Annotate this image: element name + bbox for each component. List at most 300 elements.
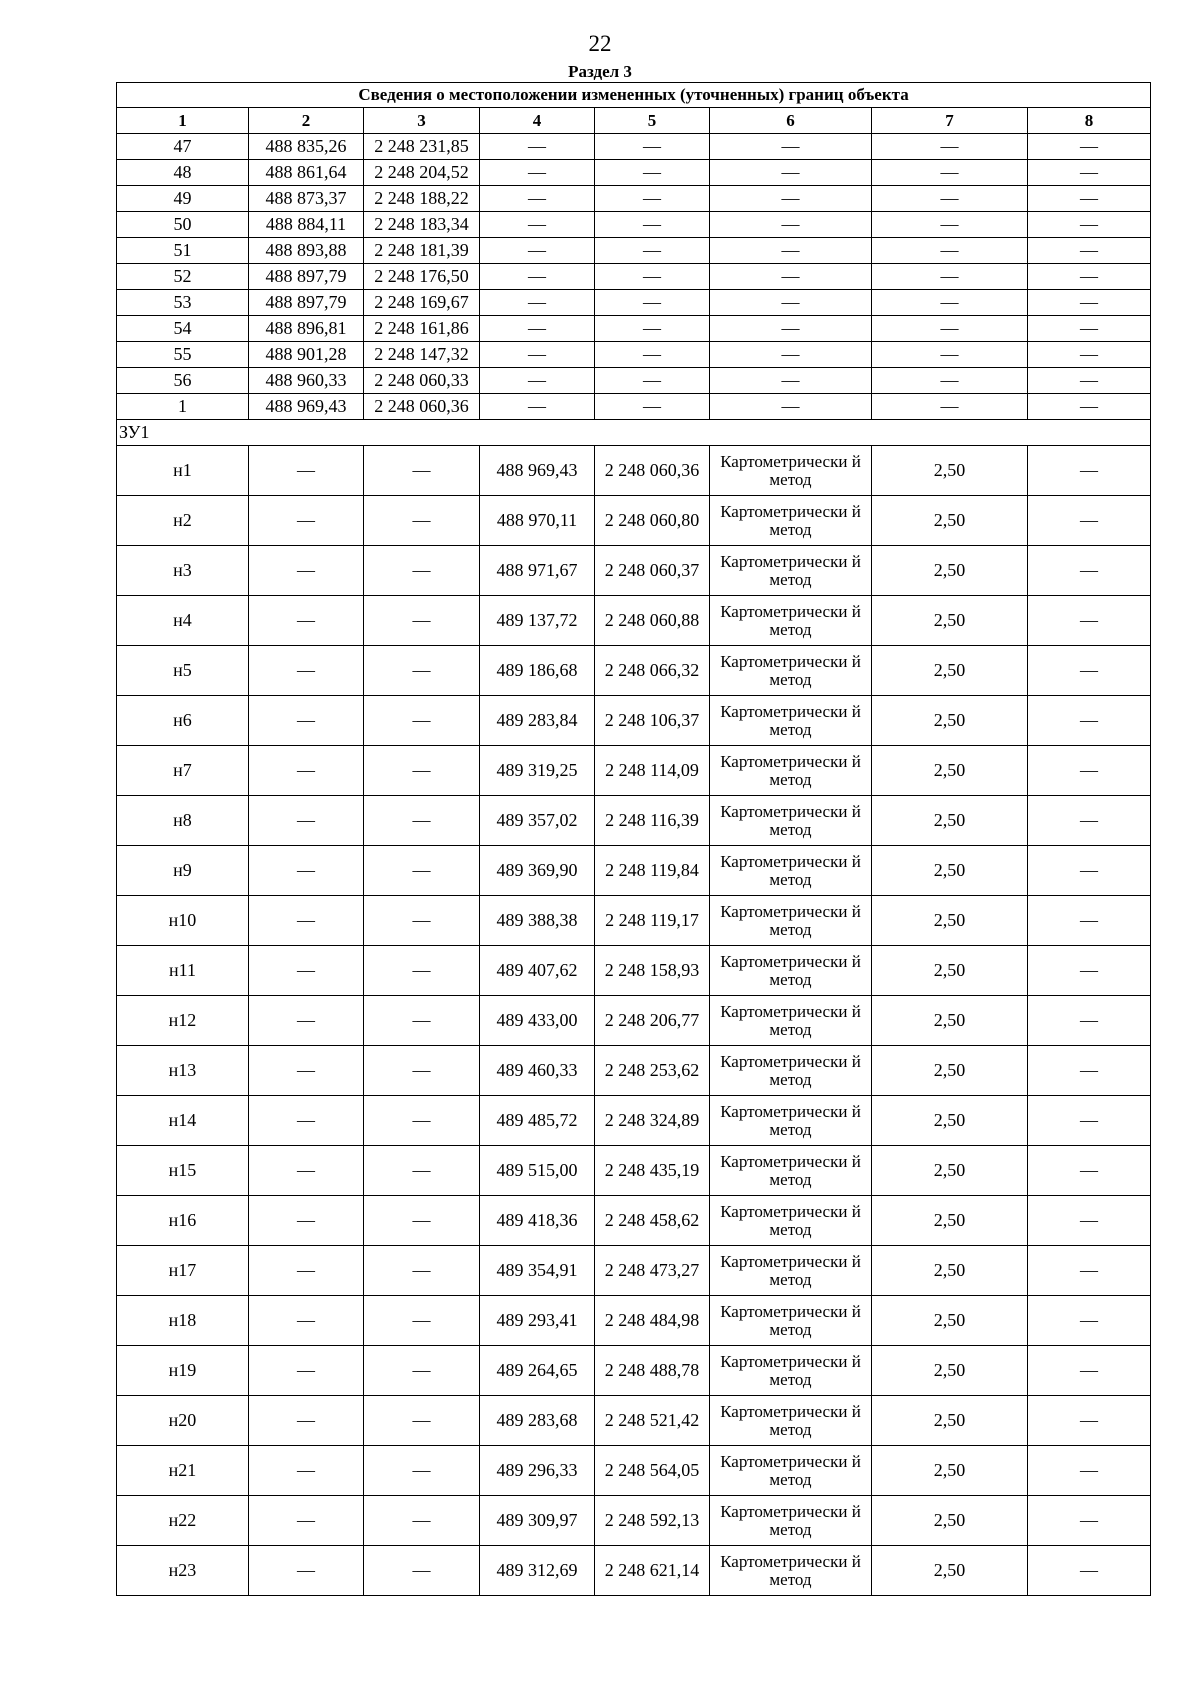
table-cell-col-1: н8 — [117, 796, 249, 846]
table-cell-col-7: — — [872, 342, 1028, 368]
table-cell-col-1: н13 — [117, 1046, 249, 1096]
table-cell-col-3: 2 248 147,32 — [364, 342, 480, 368]
table-row — [117, 1196, 1151, 1246]
table-cell-col-7: 2,50 — [872, 1096, 1028, 1146]
table-cell-col-4: 489 388,38 — [480, 896, 595, 946]
table-cell-col-2: 488 901,28 — [249, 342, 364, 368]
table-cell-col-4: 488 969,43 — [480, 446, 595, 496]
table-cell-col-8: — — [1028, 846, 1151, 896]
table-cell-col-2: — — [249, 1296, 364, 1346]
table-row — [117, 746, 1151, 796]
table-row — [117, 1546, 1151, 1596]
table-row — [117, 368, 1151, 394]
column-header-4: 4 — [480, 108, 595, 134]
table-cell-col-4: 489 309,97 — [480, 1496, 595, 1546]
page-number: 22 — [588, 31, 612, 56]
table-row — [117, 264, 1151, 290]
table-cell-col-8: — — [1028, 1246, 1151, 1296]
table-cell-col-3: 2 248 181,39 — [364, 238, 480, 264]
table-cell-col-7: — — [872, 368, 1028, 394]
table-cell-col-2: — — [249, 696, 364, 746]
table-cell-col-3: — — [364, 1396, 480, 1446]
table-cell-col-7: — — [872, 134, 1028, 160]
table-cell-col-8: — — [1028, 996, 1151, 1046]
table-cell-col-2: — — [249, 1096, 364, 1146]
table-cell-col-6: Картометрически й метод — [710, 446, 872, 496]
table-cell-col-6: — — [710, 134, 872, 160]
table-row — [117, 186, 1151, 212]
table-cell-col-5: 2 248 116,39 — [595, 796, 710, 846]
table-cell-col-7: 2,50 — [872, 1146, 1028, 1196]
table-cell-col-2: 488 897,79 — [249, 264, 364, 290]
table-row — [117, 946, 1151, 996]
table-cell-col-8: — — [1028, 186, 1151, 212]
table-cell-col-1: н11 — [117, 946, 249, 996]
table-cell-col-2: — — [249, 896, 364, 946]
table-cell-col-6: Картометрически й метод — [710, 1196, 872, 1246]
table-cell-col-1: н6 — [117, 696, 249, 746]
table-cell-col-2: — — [249, 796, 364, 846]
table-cell-col-4: — — [480, 316, 595, 342]
table-cell-col-2: — — [249, 446, 364, 496]
table-cell-col-4: — — [480, 342, 595, 368]
table-cell-col-4: 488 971,67 — [480, 546, 595, 596]
table-cell-col-7: 2,50 — [872, 1396, 1028, 1446]
table-cell-col-7: — — [872, 186, 1028, 212]
table-cell-col-2: — — [249, 546, 364, 596]
table-cell-col-3: — — [364, 1496, 480, 1546]
table-cell-col-8: — — [1028, 238, 1151, 264]
table-cell-col-7: 2,50 — [872, 846, 1028, 896]
table-cell-col-2: — — [249, 846, 364, 896]
table-cell-col-4: 489 433,00 — [480, 996, 595, 1046]
table-cell-col-5: 2 248 158,93 — [595, 946, 710, 996]
table-cell-col-4: 489 485,72 — [480, 1096, 595, 1146]
table-cell-col-8: — — [1028, 1096, 1151, 1146]
table-cell-col-5: 2 248 253,62 — [595, 1046, 710, 1096]
table-cell-col-6: — — [710, 368, 872, 394]
table-cell-col-5: 2 248 324,89 — [595, 1096, 710, 1146]
table-cell-col-8: — — [1028, 1446, 1151, 1496]
table-cell-col-5: 2 248 119,84 — [595, 846, 710, 896]
table-cell-col-8: — — [1028, 1496, 1151, 1546]
table-cell-col-3: — — [364, 446, 480, 496]
table-cell-col-1: н12 — [117, 996, 249, 1046]
table-cell-col-3: — — [364, 896, 480, 946]
table-cell-col-6: Картометрически й метод — [710, 596, 872, 646]
table-cell-col-6: Картометрически й метод — [710, 946, 872, 996]
table-cell-col-6: — — [710, 290, 872, 316]
table-cell-col-1: н17 — [117, 1246, 249, 1296]
table-cell-col-8: — — [1028, 596, 1151, 646]
table-row — [117, 1446, 1151, 1496]
table-cell-col-5: 2 248 473,27 — [595, 1246, 710, 1296]
table-row — [117, 1046, 1151, 1096]
table-cell-col-4: — — [480, 160, 595, 186]
table-cell-col-1: 55 — [117, 342, 249, 368]
zone-label: ЗУ1 — [117, 420, 1151, 446]
table-cell-col-7: 2,50 — [872, 896, 1028, 946]
table-cell-col-6: Картометрически й метод — [710, 546, 872, 596]
table-cell-col-8: — — [1028, 212, 1151, 238]
table-cell-col-5: — — [595, 186, 710, 212]
table-cell-col-3: — — [364, 1046, 480, 1096]
table-cell-col-7: 2,50 — [872, 596, 1028, 646]
table-cell-col-5: — — [595, 212, 710, 238]
table-row — [117, 596, 1151, 646]
table-cell-col-4: 489 515,00 — [480, 1146, 595, 1196]
table-row — [117, 394, 1151, 420]
table-cell-col-2: — — [249, 1446, 364, 1496]
table-cell-col-2: — — [249, 1546, 364, 1596]
table-row — [117, 996, 1151, 1046]
table-cell-col-2: — — [249, 996, 364, 1046]
table-cell-col-3: — — [364, 696, 480, 746]
table-cell-col-2: — — [249, 946, 364, 996]
table-cell-col-7: 2,50 — [872, 996, 1028, 1046]
table-row — [117, 496, 1151, 546]
table-cell-col-7: 2,50 — [872, 1246, 1028, 1296]
table-cell-col-3: 2 248 231,85 — [364, 134, 480, 160]
table-row — [117, 1396, 1151, 1446]
table-cell-col-5: 2 248 106,37 — [595, 696, 710, 746]
table-cell-col-6: — — [710, 264, 872, 290]
table-cell-col-8: — — [1028, 1546, 1151, 1596]
table-cell-col-4: 489 319,25 — [480, 746, 595, 796]
table-cell-col-2: — — [249, 1346, 364, 1396]
table-cell-col-4: — — [480, 186, 595, 212]
table-cell-col-2: — — [249, 1046, 364, 1096]
table-cell-col-7: — — [872, 316, 1028, 342]
table-cell-col-3: — — [364, 1296, 480, 1346]
table-cell-col-6: Картометрически й метод — [710, 1396, 872, 1446]
table-cell-col-3: 2 248 060,33 — [364, 368, 480, 394]
table-cell-col-6: Картометрически й метод — [710, 796, 872, 846]
table-cell-col-6: — — [710, 342, 872, 368]
table-cell-col-8: — — [1028, 1346, 1151, 1396]
table-cell-col-1: 49 — [117, 186, 249, 212]
table-cell-col-6: Картометрически й метод — [710, 746, 872, 796]
table-cell-col-1: н4 — [117, 596, 249, 646]
table-cell-col-3: 2 248 176,50 — [364, 264, 480, 290]
table-cell-col-3: — — [364, 546, 480, 596]
table-row — [117, 1246, 1151, 1296]
table-body — [117, 134, 1151, 1596]
table-cell-col-8: — — [1028, 646, 1151, 696]
column-header-5: 5 — [595, 108, 710, 134]
table-cell-col-5: 2 248 621,14 — [595, 1546, 710, 1596]
table-cell-col-1: н2 — [117, 496, 249, 546]
table-cell-col-6: Картометрически й метод — [710, 1246, 872, 1296]
table-cell-col-5: 2 248 484,98 — [595, 1296, 710, 1346]
table-cell-col-7: 2,50 — [872, 1496, 1028, 1546]
table-cell-col-4: 489 312,69 — [480, 1546, 595, 1596]
table-cell-col-5: 2 248 521,42 — [595, 1396, 710, 1446]
table-cell-col-1: н23 — [117, 1546, 249, 1596]
table-cell-col-3: — — [364, 796, 480, 846]
table-cell-col-8: — — [1028, 368, 1151, 394]
table-cell-col-3: 2 248 060,36 — [364, 394, 480, 420]
table-cell-col-8: — — [1028, 264, 1151, 290]
table-cell-col-7: — — [872, 264, 1028, 290]
table-row — [117, 846, 1151, 896]
table-cell-col-3: — — [364, 646, 480, 696]
zone-row — [117, 420, 1151, 446]
table-cell-col-2: 488 969,43 — [249, 394, 364, 420]
table-cell-col-5: — — [595, 342, 710, 368]
table-cell-col-5: — — [595, 238, 710, 264]
table-cell-col-7: 2,50 — [872, 546, 1028, 596]
table-cell-col-4: 489 283,68 — [480, 1396, 595, 1446]
table-cell-col-4: 489 460,33 — [480, 1046, 595, 1096]
table-cell-col-3: 2 248 204,52 — [364, 160, 480, 186]
column-header-row — [117, 108, 1151, 134]
table-cell-col-3: — — [364, 1446, 480, 1496]
table-cell-col-4: 489 137,72 — [480, 596, 595, 646]
section-title: Раздел 3 — [568, 62, 632, 81]
column-header-8: 8 — [1028, 108, 1151, 134]
table-row — [117, 342, 1151, 368]
table-cell-col-8: — — [1028, 1296, 1151, 1346]
table-cell-col-4: — — [480, 212, 595, 238]
table-cell-col-7: 2,50 — [872, 496, 1028, 546]
table-cell-col-2: 488 884,11 — [249, 212, 364, 238]
table-cell-col-1: 54 — [117, 316, 249, 342]
table-cell-col-4: 489 418,36 — [480, 1196, 595, 1246]
table-cell-col-1: н7 — [117, 746, 249, 796]
table-cell-col-5: 2 248 066,32 — [595, 646, 710, 696]
table-cell-col-4: 489 296,33 — [480, 1446, 595, 1496]
table-cell-col-4: 489 407,62 — [480, 946, 595, 996]
table-cell-col-7: 2,50 — [872, 746, 1028, 796]
table-row — [117, 290, 1151, 316]
table-cell-col-3: — — [364, 1246, 480, 1296]
table-cell-col-7: 2,50 — [872, 1046, 1028, 1096]
table-cell-col-1: 1 — [117, 394, 249, 420]
table-cell-col-8: — — [1028, 1396, 1151, 1446]
table-cell-col-8: — — [1028, 746, 1151, 796]
table-cell-col-5: — — [595, 368, 710, 394]
table-cell-col-8: — — [1028, 446, 1151, 496]
table-cell-col-6: — — [710, 186, 872, 212]
table-cell-col-1: н16 — [117, 1196, 249, 1246]
table-cell-col-2: — — [249, 1396, 364, 1446]
table-cell-col-2: — — [249, 1146, 364, 1196]
table-cell-col-4: 489 264,65 — [480, 1346, 595, 1396]
table-cell-col-8: — — [1028, 394, 1151, 420]
table-cell-col-1: 52 — [117, 264, 249, 290]
table-cell-col-2: 488 835,26 — [249, 134, 364, 160]
table-cell-col-1: н14 — [117, 1096, 249, 1146]
table-cell-col-6: Картометрически й метод — [710, 496, 872, 546]
table-cell-col-5: 2 248 564,05 — [595, 1446, 710, 1496]
table-cell-col-4: — — [480, 394, 595, 420]
table-cell-col-3: 2 248 183,34 — [364, 212, 480, 238]
table-cell-col-5: — — [595, 394, 710, 420]
table-cell-col-7: 2,50 — [872, 1296, 1028, 1346]
table-cell-col-6: Картометрически й метод — [710, 996, 872, 1046]
table-cell-col-6: Картометрически й метод — [710, 1046, 872, 1096]
table-title-row — [117, 83, 1151, 108]
table-cell-col-8: — — [1028, 1046, 1151, 1096]
table-cell-col-1: 51 — [117, 238, 249, 264]
table-cell-col-7: 2,50 — [872, 1346, 1028, 1396]
table-cell-col-1: н10 — [117, 896, 249, 946]
table-cell-col-5: 2 248 060,36 — [595, 446, 710, 496]
table-cell-col-6: Картометрически й метод — [710, 846, 872, 896]
table-cell-col-6: — — [710, 212, 872, 238]
table-row — [117, 1346, 1151, 1396]
table-row — [117, 796, 1151, 846]
table-cell-col-3: — — [364, 596, 480, 646]
table-cell-col-1: н3 — [117, 546, 249, 596]
column-header-3: 3 — [364, 108, 480, 134]
table-cell-col-5: — — [595, 134, 710, 160]
column-header-7: 7 — [872, 108, 1028, 134]
table-cell-col-3: 2 248 169,67 — [364, 290, 480, 316]
table-cell-col-2: — — [249, 746, 364, 796]
table-cell-col-5: 2 248 060,37 — [595, 546, 710, 596]
table-cell-col-4: 489 293,41 — [480, 1296, 595, 1346]
table-cell-col-6: Картометрически й метод — [710, 1096, 872, 1146]
table-row — [117, 238, 1151, 264]
table-cell-col-2: — — [249, 646, 364, 696]
table-cell-col-1: 48 — [117, 160, 249, 186]
table-cell-col-4: 488 970,11 — [480, 496, 595, 546]
table-cell-col-7: — — [872, 238, 1028, 264]
table-cell-col-8: — — [1028, 696, 1151, 746]
table-cell-col-3: — — [364, 1346, 480, 1396]
table-cell-col-7: 2,50 — [872, 796, 1028, 846]
table-cell-col-1: н5 — [117, 646, 249, 696]
table-cell-col-4: 489 369,90 — [480, 846, 595, 896]
table-cell-col-5: — — [595, 160, 710, 186]
table-cell-col-2: 488 861,64 — [249, 160, 364, 186]
table-cell-col-2: 488 873,37 — [249, 186, 364, 212]
table-cell-col-2: 488 897,79 — [249, 290, 364, 316]
table-cell-col-5: — — [595, 264, 710, 290]
table-cell-col-5: 2 248 592,13 — [595, 1496, 710, 1546]
table-cell-col-4: — — [480, 264, 595, 290]
table-cell-col-6: Картометрически й метод — [710, 896, 872, 946]
table-row — [117, 212, 1151, 238]
table-cell-col-2: — — [249, 496, 364, 546]
table-cell-col-6: Картометрически й метод — [710, 1496, 872, 1546]
table-cell-col-7: 2,50 — [872, 696, 1028, 746]
table-cell-col-2: — — [249, 596, 364, 646]
table-cell-col-5: 2 248 119,17 — [595, 896, 710, 946]
table-cell-col-7: — — [872, 394, 1028, 420]
table-cell-col-1: н18 — [117, 1296, 249, 1346]
table-cell-col-4: 489 357,02 — [480, 796, 595, 846]
table-cell-col-8: — — [1028, 896, 1151, 946]
table-cell-col-6: Картометрически й метод — [710, 1296, 872, 1346]
table-cell-col-3: — — [364, 1546, 480, 1596]
table-cell-col-3: — — [364, 846, 480, 896]
table-title: Сведения о местоположении измененных (уточненных) границ объекта — [117, 83, 1151, 108]
table-cell-col-7: 2,50 — [872, 446, 1028, 496]
table-cell-col-4: 489 186,68 — [480, 646, 595, 696]
table-cell-col-8: — — [1028, 290, 1151, 316]
table-cell-col-1: 47 — [117, 134, 249, 160]
table-cell-col-4: 489 283,84 — [480, 696, 595, 746]
table-cell-col-7: 2,50 — [872, 646, 1028, 696]
table-cell-col-5: 2 248 458,62 — [595, 1196, 710, 1246]
table-cell-col-4: — — [480, 134, 595, 160]
table-cell-col-5: 2 248 060,88 — [595, 596, 710, 646]
table-cell-col-3: — — [364, 996, 480, 1046]
table-cell-col-5: 2 248 114,09 — [595, 746, 710, 796]
table-cell-col-2: 488 896,81 — [249, 316, 364, 342]
table-cell-col-6: Картометрически й метод — [710, 1346, 872, 1396]
table-cell-col-1: 56 — [117, 368, 249, 394]
table-cell-col-3: — — [364, 1146, 480, 1196]
table-cell-col-8: — — [1028, 342, 1151, 368]
table-cell-col-1: н20 — [117, 1396, 249, 1446]
table-cell-col-7: 2,50 — [872, 1546, 1028, 1596]
table-cell-col-4: — — [480, 238, 595, 264]
table-cell-col-8: — — [1028, 316, 1151, 342]
table-cell-col-6: — — [710, 160, 872, 186]
table-cell-col-6: Картометрически й метод — [710, 1146, 872, 1196]
table-cell-col-7: — — [872, 160, 1028, 186]
table-cell-col-1: н21 — [117, 1446, 249, 1496]
table-cell-col-3: 2 248 188,22 — [364, 186, 480, 212]
table-cell-col-2: — — [249, 1496, 364, 1546]
table-cell-col-8: — — [1028, 134, 1151, 160]
table-cell-col-2: 488 893,88 — [249, 238, 364, 264]
table-cell-col-6: — — [710, 394, 872, 420]
table-cell-col-1: 50 — [117, 212, 249, 238]
table-cell-col-6: — — [710, 238, 872, 264]
table-cell-col-6: Картометрически й метод — [710, 696, 872, 746]
table-cell-col-1: н9 — [117, 846, 249, 896]
table-row — [117, 1296, 1151, 1346]
table-cell-col-1: н19 — [117, 1346, 249, 1396]
table-cell-col-7: — — [872, 212, 1028, 238]
table-cell-col-5: 2 248 488,78 — [595, 1346, 710, 1396]
table-cell-col-3: 2 248 161,86 — [364, 316, 480, 342]
table-row — [117, 446, 1151, 496]
table-cell-col-1: 53 — [117, 290, 249, 316]
table-cell-col-1: н15 — [117, 1146, 249, 1196]
table-cell-col-7: 2,50 — [872, 1446, 1028, 1496]
table-cell-col-8: — — [1028, 1196, 1151, 1246]
column-header-1: 1 — [117, 108, 249, 134]
table-cell-col-4: — — [480, 368, 595, 394]
table-cell-col-3: — — [364, 946, 480, 996]
table-cell-col-7: 2,50 — [872, 1196, 1028, 1246]
table-cell-col-3: — — [364, 1196, 480, 1246]
column-header-2: 2 — [249, 108, 364, 134]
table-row — [117, 316, 1151, 342]
table-cell-col-5: — — [595, 316, 710, 342]
table-row — [117, 696, 1151, 746]
table-row — [117, 160, 1151, 186]
table-cell-col-1: н22 — [117, 1496, 249, 1546]
table-cell-col-6: Картометрически й метод — [710, 646, 872, 696]
table-cell-col-6: — — [710, 316, 872, 342]
table-cell-col-6: Картометрически й метод — [710, 1546, 872, 1596]
table-cell-col-2: — — [249, 1196, 364, 1246]
table-cell-col-5: 2 248 435,19 — [595, 1146, 710, 1196]
table-cell-col-5: 2 248 060,80 — [595, 496, 710, 546]
table-row — [117, 1496, 1151, 1546]
column-header-6: 6 — [710, 108, 872, 134]
table-cell-col-7: 2,50 — [872, 946, 1028, 996]
table-row — [117, 896, 1151, 946]
table-cell-col-6: Картометрически й метод — [710, 1446, 872, 1496]
